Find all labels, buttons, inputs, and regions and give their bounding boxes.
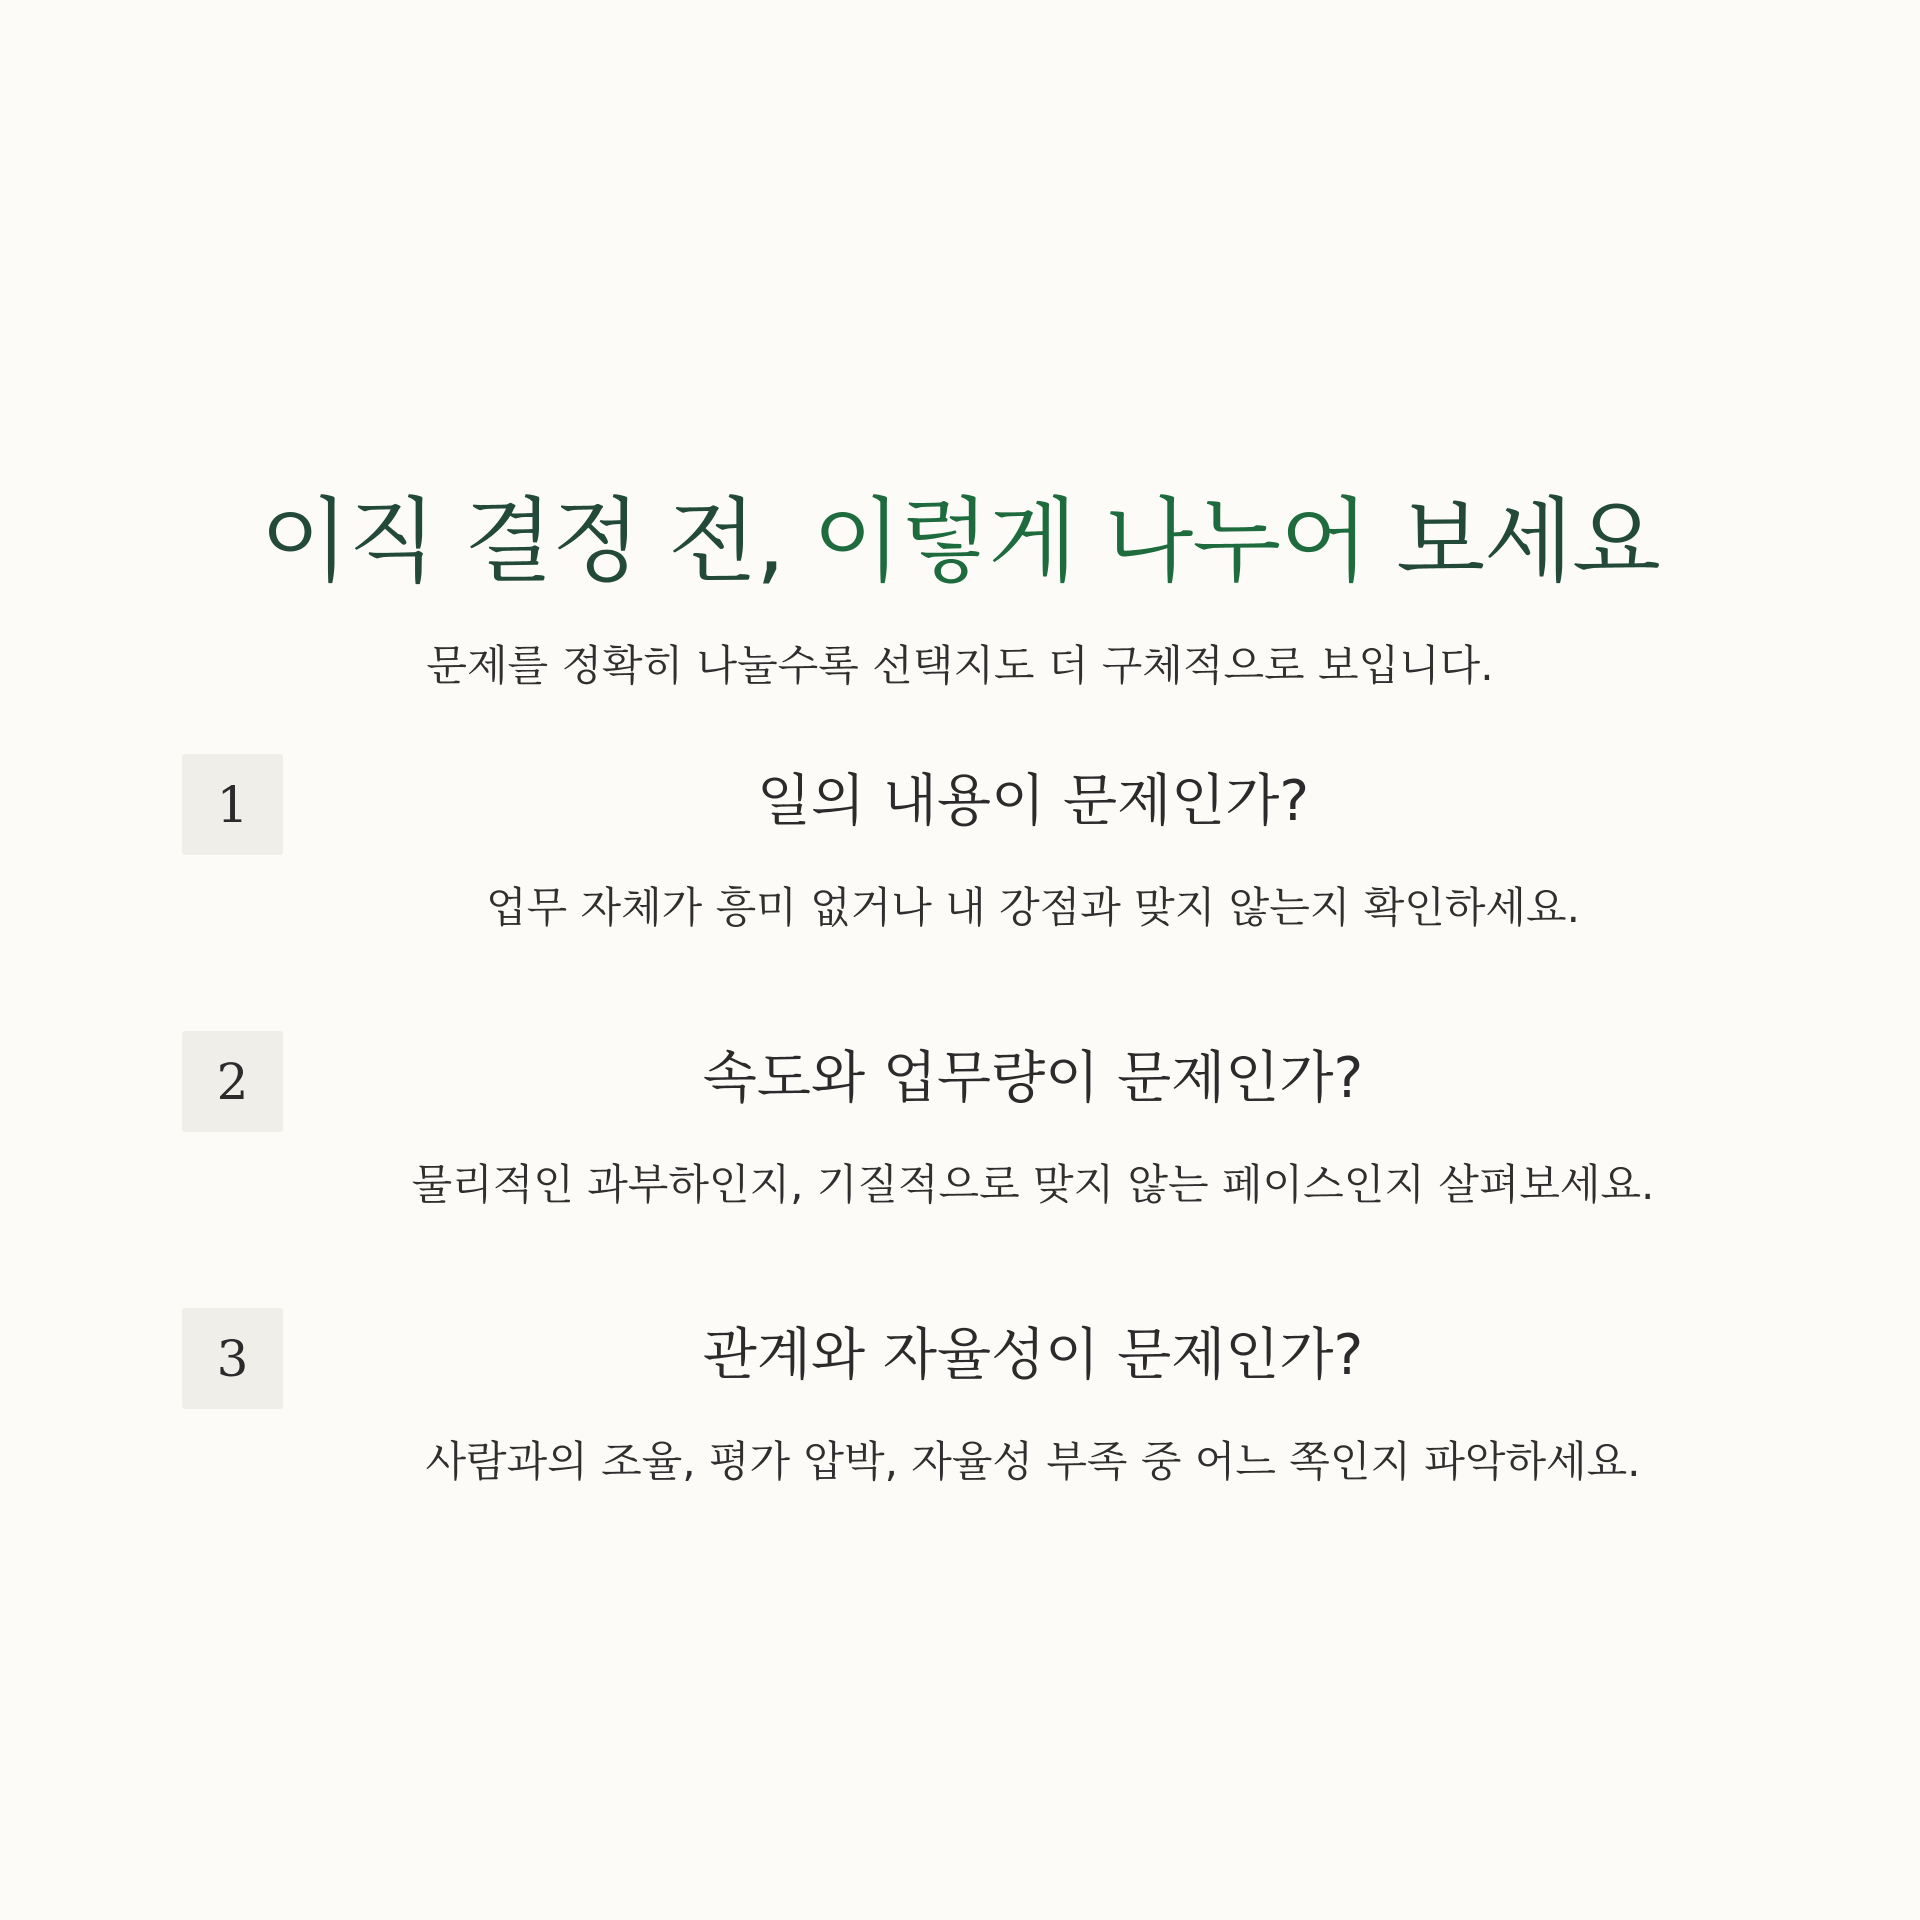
item-description: 업무 자체가 흥미 없거나 내 강점과 맞지 않는지 확인하세요. — [486, 883, 1580, 932]
list-item — [0, 1031, 1920, 1271]
title-part-1: 이직 결정 전, — [260, 487, 813, 595]
list-item — [0, 1308, 1920, 1548]
item-description: 사람과의 조율, 평가 압박, 자율성 부족 중 어느 쪽인지 파악하세요. — [425, 1437, 1641, 1486]
item-title: 일의 내용이 문제인가? — [756, 769, 1310, 834]
item-title: 관계와 자율성이 문제인가? — [702, 1323, 1364, 1388]
item-description: 물리적인 과부하인지, 기질적으로 맞지 않는 페이스인지 살펴보세요. — [411, 1160, 1655, 1209]
title-accent: 이렇게 나누어 — [812, 487, 1368, 595]
number-badge: 1 — [182, 754, 283, 855]
item-title: 속도와 업무량이 문제인가? — [702, 1046, 1364, 1111]
number-badge: 2 — [182, 1031, 283, 1132]
number-badge: 3 — [182, 1308, 283, 1409]
title-part-3: 보세요 — [1367, 487, 1660, 595]
page-title — [0, 482, 1920, 602]
list-item — [0, 754, 1920, 994]
page-subtitle: 문제를 정확히 나눌수록 선택지도 더 구체적으로 보입니다. — [426, 641, 1494, 690]
